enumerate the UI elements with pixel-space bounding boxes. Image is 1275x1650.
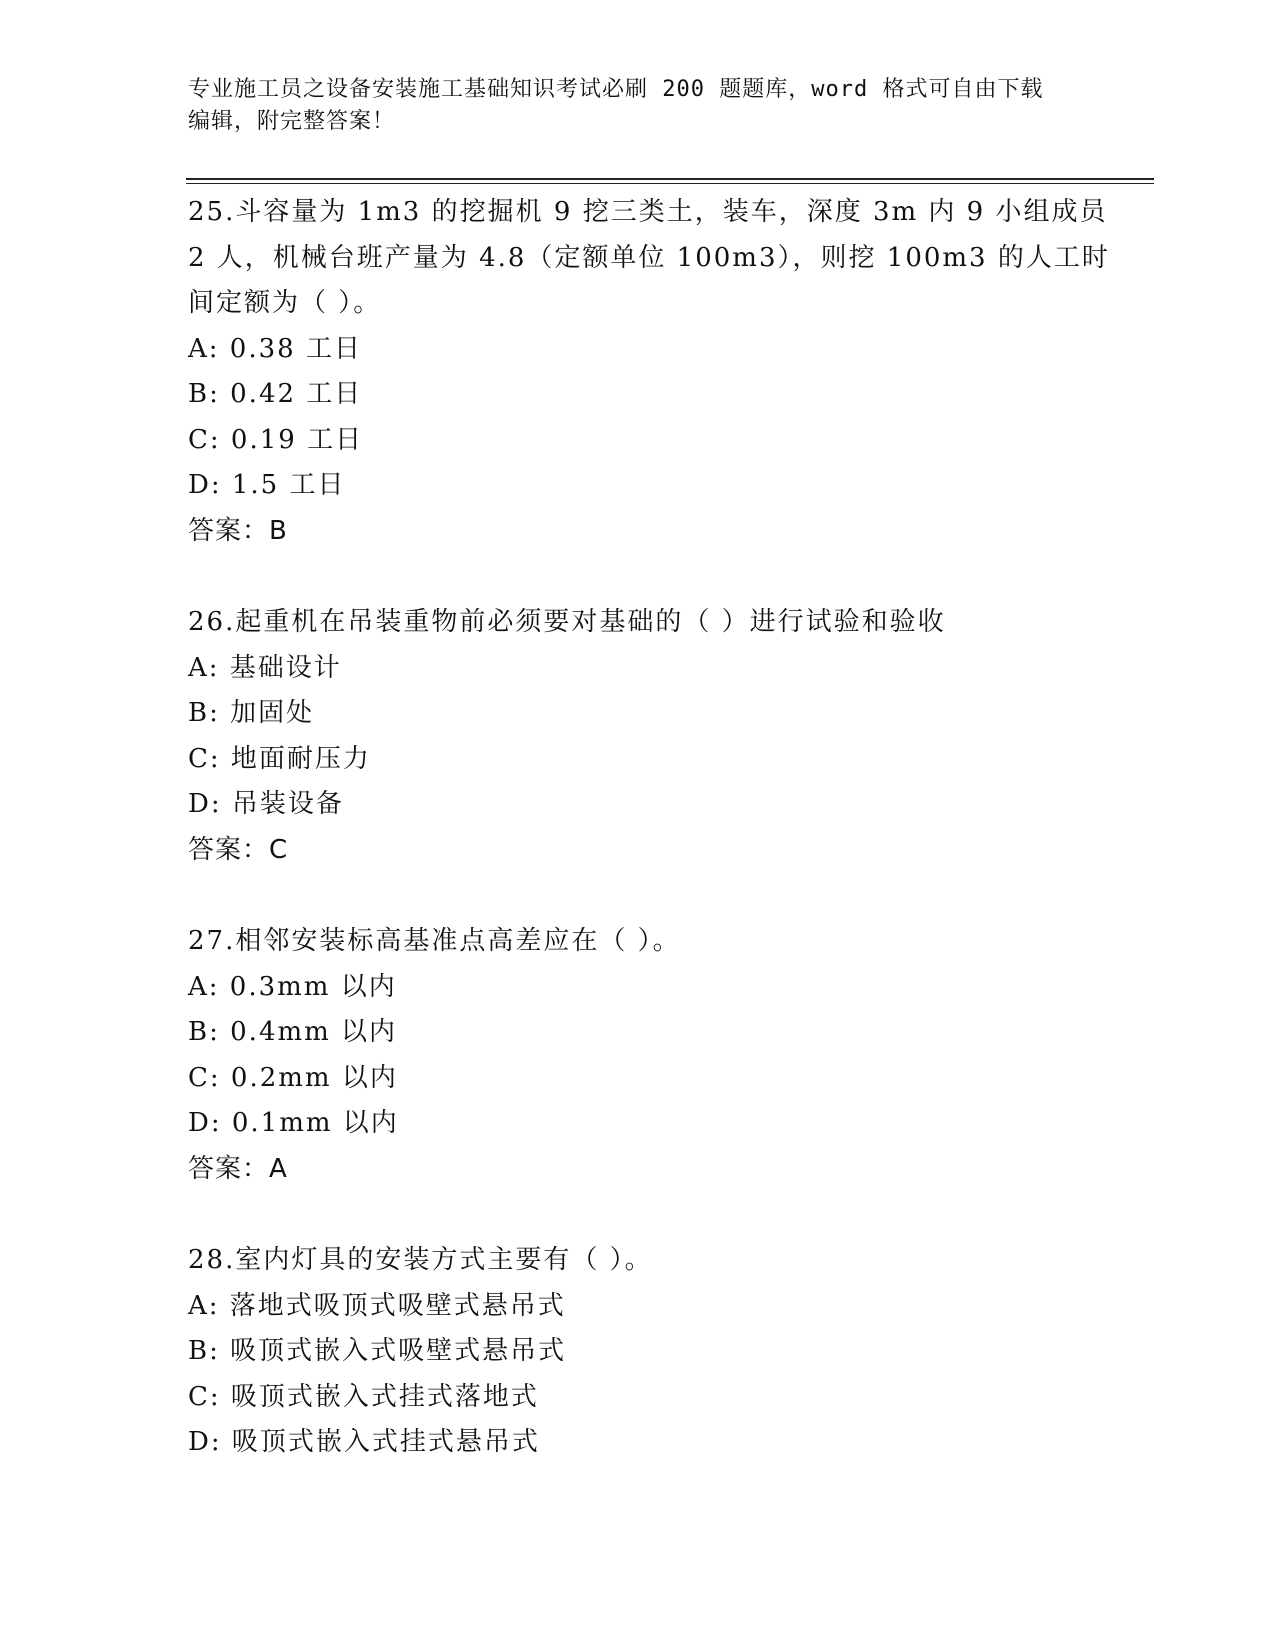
option-a: A: 基础设计 (188, 652, 342, 683)
document-header (188, 74, 1088, 138)
question-25 (188, 190, 1110, 554)
option-d: D: 吊装设备 (188, 789, 344, 819)
stem-line: 2 人，机械台班产量为 4.8（定额单位 100m3），则挖 100m3 的人工时 (188, 242, 1110, 273)
question-stem (188, 190, 1110, 327)
option-c: C: 0.19 工日 (188, 424, 364, 455)
question-list (188, 190, 1110, 1512)
stem-line: 间定额为（ ）。 (188, 288, 382, 318)
stem-line: 27.相邻安装标高基准点高差应在（ ）。 (188, 926, 681, 956)
stem-line: 25.斗容量为 1m3 的挖掘机 9 挖三类土，装车，深度 3m 内 9 小组成员 (188, 197, 1108, 227)
option-b: B: 吸顶式嵌入式吸壁式悬吊式 (188, 1336, 567, 1366)
stem-line: 28.室内灯具的安装方式主要有（ ）。 (188, 1245, 653, 1275)
header-line: 编辑，附完整答案！ (188, 109, 396, 134)
stem-line: 26.起重机在吊装重物前必须要对基础的（ ）进行试验和验收 (188, 607, 946, 637)
option-b: B: 0.4mm 以内 (188, 1017, 398, 1047)
header-divider-thin (186, 183, 1154, 184)
option-c: C: 地面耐压力 (188, 743, 371, 774)
option-d: D: 0.1mm 以内 (188, 1108, 399, 1138)
option-a: A: 0.38 工日 (188, 333, 362, 364)
question-stem (188, 1238, 1088, 1284)
option-d: D: 1.5 工日 (188, 470, 346, 500)
option-d: D: 吸顶式嵌入式挂式悬吊式 (188, 1427, 540, 1457)
header-divider (186, 178, 1154, 180)
question-27 (188, 919, 1088, 1192)
header-line: 专业施工员之设备安装施工基础知识考试必刷 200 题题库，word 格式可自由下载 (188, 77, 1044, 102)
answer: 答案：B (188, 515, 288, 546)
question-stem (188, 600, 1088, 646)
answer: 答案：A (188, 1153, 288, 1184)
option-a: A: 落地式吸顶式吸壁式悬吊式 (188, 1290, 566, 1321)
answer: 答案：C (188, 834, 289, 865)
option-c: C: 0.2mm 以内 (188, 1062, 398, 1093)
question-28 (188, 1238, 1088, 1466)
option-a: A: 0.3mm 以内 (188, 971, 397, 1002)
option-b: B: 0.42 工日 (188, 379, 363, 409)
question-26 (188, 600, 1088, 873)
option-c: C: 吸顶式嵌入式挂式落地式 (188, 1381, 539, 1412)
question-stem (188, 919, 1088, 965)
option-b: B: 加固处 (188, 698, 315, 728)
